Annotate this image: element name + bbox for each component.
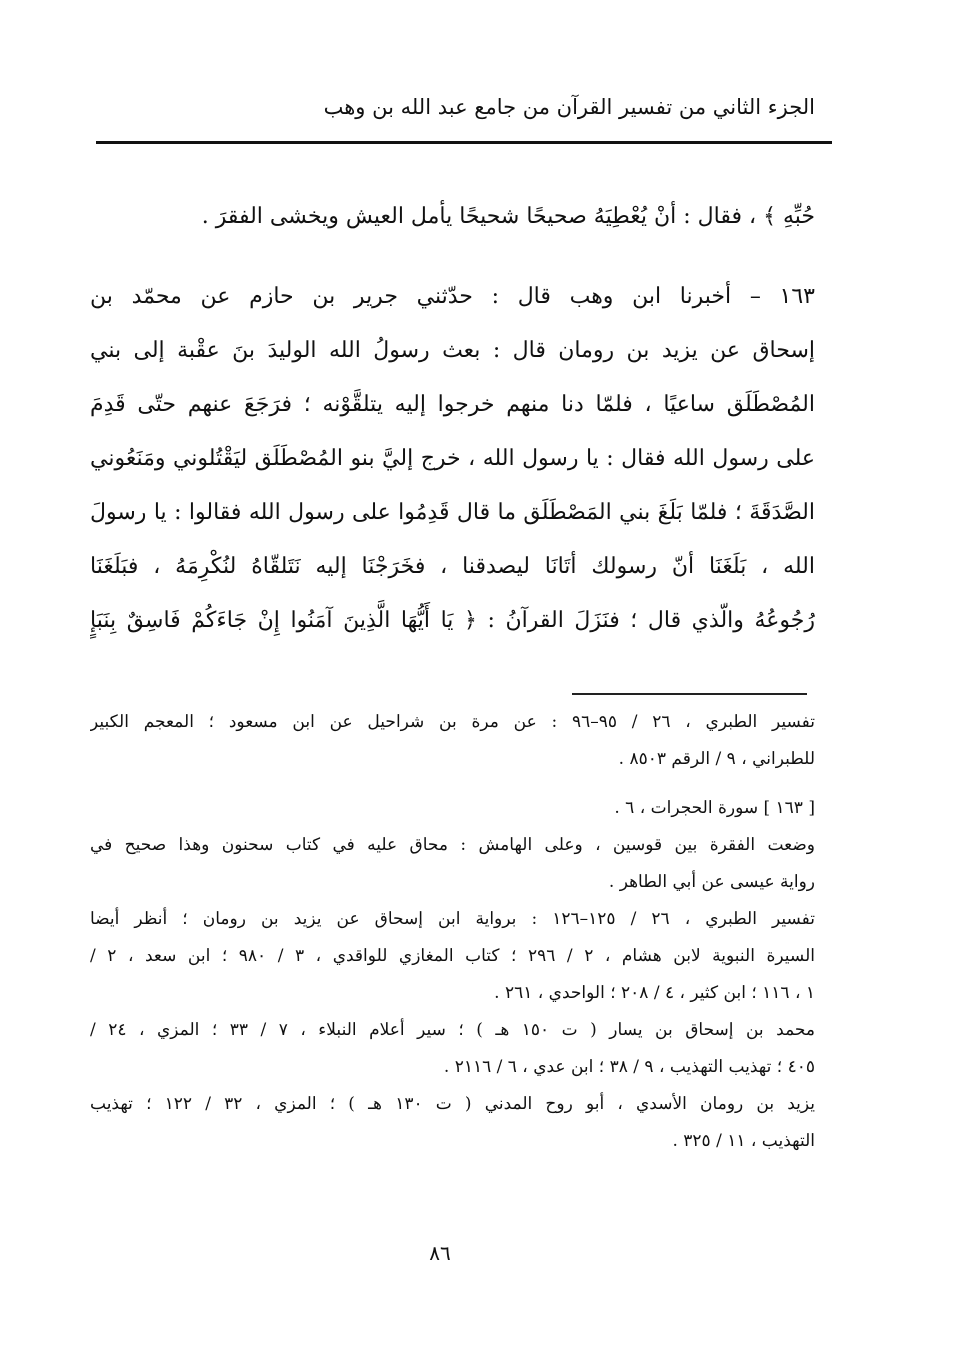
footnote-line: تفسير الطبري ، ٢٦ / ١٢٥–١٢٦ : برواية ابن إسحاق عن يزيد بن رومان ؛ أنظر أيضا	[90, 909, 815, 929]
footnote-line: محمد بن إسحاق بن يسار ( ت ١٥٠ هـ ) ؛ سير أعلام النبلاء ، ٧ / ٣٣ ؛ المزي ، ٢٤ /	[90, 1020, 815, 1040]
text-line: الله ، بَلَغَنَا أنّ رسولك أتَانَا ليصدقنا ، فخَرَجْنَا إليه نَتَلقّاهُ لنُكْرِمَهُ ، فبَلَغَنَا	[90, 554, 815, 579]
main-text	[90, 190, 815, 648]
footnote	[90, 901, 815, 1012]
text-line: حُبِّهِ ﴾ ، فقال : أنْ يُعْطِيَهُ صحيحًا شحيحًا يأمل العيش ويخشى الفقرَ .	[201, 204, 815, 229]
footnote-line: للطبراني ، ٩ / الرقم ٨٥٠٣ .	[618, 749, 815, 769]
footnote-line: رواية عيسى عن أبي الطاهر .	[608, 872, 815, 892]
text-line: إسحاق عن يزيد بن رومان قال : بعث رسولُ الله الوليدَ بنَ عقْبة إلى بني	[90, 338, 815, 363]
text-line: الصَّدَقَةَ ؛ فلمّا بَلَغَ بني المَصْطَلَق ما قال قَدِمُوا على رسول الله فقالوا : يا رسولَ	[90, 500, 815, 525]
footnote	[90, 1086, 815, 1160]
page-number: ٨٦	[429, 1241, 451, 1265]
footnote-line: يزيد بن رومان الأسدي ، أبو روح المدني ( ت ١٣٠ هـ ) ؛ المزي ، ٣٢ / ١٢٢ ؛ تهذيب	[90, 1094, 815, 1114]
footnote-line: ١ ، ١١٦ ؛ ابن كثير ، ٤ / ٢٠٨ ؛ الواحدي ، ٢٦١ .	[494, 983, 815, 1003]
footnote-line: التهذيب ، ١١ / ٣٢٥ .	[672, 1131, 815, 1151]
footnote-line: تفسير الطبري ، ٢٦ / ٩٥–٩٦ : عن مرة بن شراحيل عن ابن مسعود ؛ المعجم الكبير	[90, 712, 815, 732]
footnote	[90, 1012, 815, 1086]
footnotes	[90, 704, 815, 1160]
footnote-rule	[572, 693, 807, 695]
text-line: ١٦٣ – أخبرنا ابن وهب قال : حدّثني جرير بن حازم عن محمّد بن	[90, 284, 815, 309]
running-head: الجزء الثاني من تفسير القرآن من جامع عبد الله بن وهب	[323, 95, 815, 119]
footnote-line: ٤٠٥ ؛ تهذيب التهذيب ، ٩ / ٣٨ ؛ ابن عدي ، ٦ / ٢١١٦ .	[443, 1057, 815, 1077]
paragraph-gap	[90, 244, 815, 270]
footnote-line: السيرة النبوية لابن هشام ، ٢ / ٢٩٦ ؛ كتاب المغازي للواقدي ، ٣ / ٩٨٠ ؛ ابن سعد ، ٢ /	[90, 946, 815, 966]
footnote-line: [ ١٦٣ ] سورة الحجرات ، ٦ .	[614, 798, 815, 818]
footnote-line: وضعت الفقرة بين قوسين ، وعلى الهامش : محاق عليه في كتاب سحنون وهذا صحيح في	[90, 835, 815, 855]
footnote	[90, 790, 815, 827]
text-line: المُصْطَلَق ساعيًا ، فلمّا دنا منهم خرجوا إليه يتلقَّوْنه ؛ فرَجَعَ عنهم حتّى قَدِمَ	[90, 392, 815, 417]
text-line: على رسول الله فقال : يا رسول الله ، خرج إليَّ بنو المُصْطَلَق ليَقْتُلوني ومَنَعُوني	[90, 446, 815, 471]
footnote	[90, 827, 815, 901]
text-line: رُجُوعُهُ والّذي قال ؛ فنَزَلَ القرآنُ : ﴿ يَا أَيُّهَا الَّذِينَ آمَنُوا إِنْ جَاءَكُمْ فَاسِقٌ بِنَبَإٍ	[90, 608, 815, 633]
footnote	[90, 704, 815, 778]
footnote-gap	[90, 778, 815, 790]
header-rule	[96, 141, 832, 144]
